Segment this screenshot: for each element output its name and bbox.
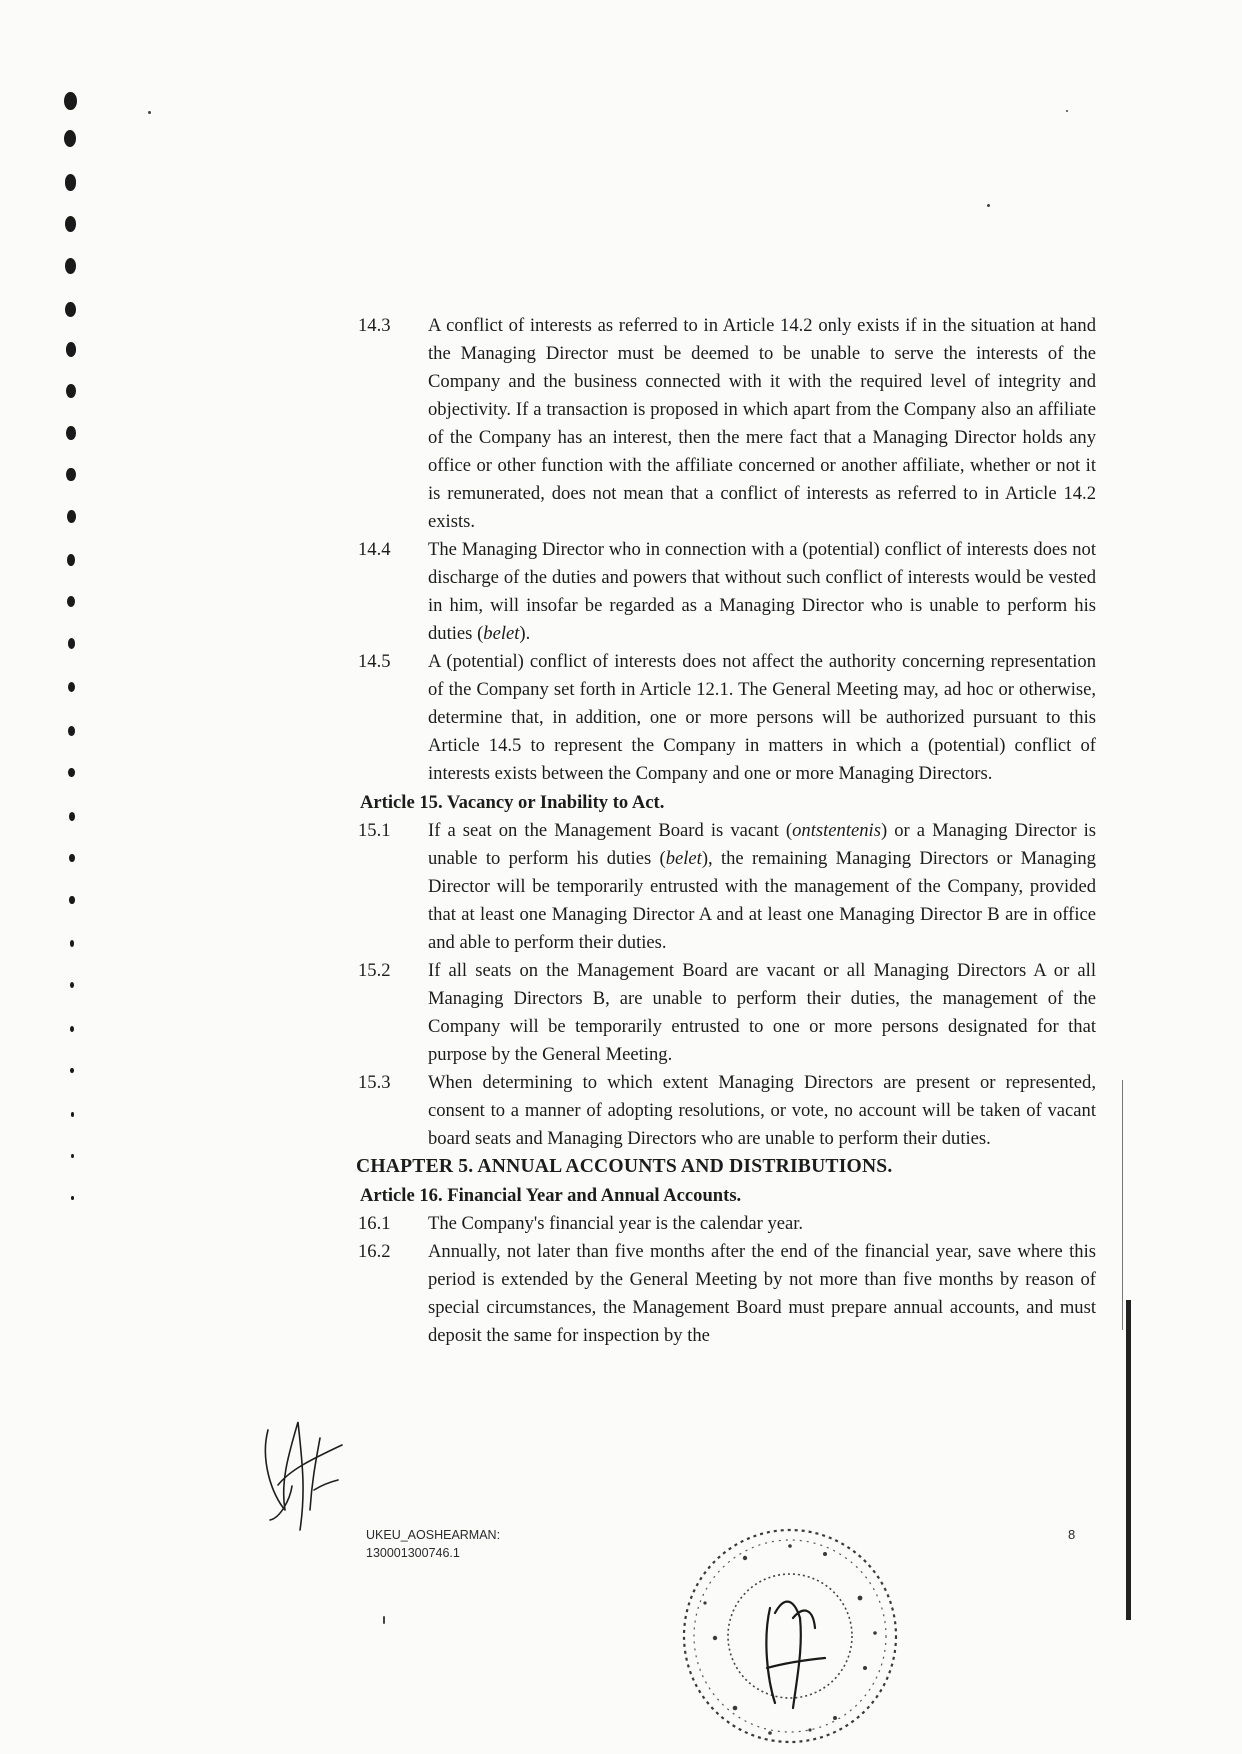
clause-text: A conflict of interests as referred to in Article 14.2 only exists if in the situation at hand the Managing Director must be deemed to be unable to serve the interests of the Company and the business connected with it with the required level of integrity and objectivity. If a transaction is proposed in which apart from the Company also an affiliate of the Company has an interest, then the mere fact that a Managing Director holds any office or other function with the affiliate concerned or another affiliate, whether or not it is remunerated, does not mean that a conflict of interests as referred to in Article 14.2 exists.	[428, 315, 1096, 532]
scan-speck	[383, 1616, 385, 1624]
binding-hole	[70, 1026, 74, 1032]
clause-number: 14.4	[358, 539, 391, 560]
clause-number: 16.1	[358, 1213, 391, 1234]
binding-hole	[71, 1112, 74, 1117]
binding-hole	[65, 302, 76, 317]
article-16-heading: Article 16. Financial Year and Annual Accounts.	[360, 1185, 742, 1206]
clause-14-3	[358, 312, 1096, 536]
binding-hole	[64, 92, 77, 110]
binding-hole	[71, 1154, 74, 1158]
page-number: 8	[1068, 1527, 1076, 1542]
reference-line-2: 130001300746.1	[366, 1546, 460, 1560]
clause-text: The Company's financial year is the calendar year.	[428, 1213, 804, 1234]
binding-hole	[67, 554, 75, 566]
clause-number: 15.1	[358, 820, 391, 841]
scan-edge-line	[1122, 1080, 1123, 1330]
clause-text: If all seats on the Management Board are vacant or all Managing Directors A or all Managing Directors B, are unable to perform their duties, the management of the Company will be temporarily entrusted to one or more persons designated for that purpose by the General Meeting.	[428, 960, 1096, 1065]
document-body	[358, 312, 1096, 1350]
clause-text: The Managing Director who in connection with a (potential) conflict of interests does not discharge of the duties and powers that without such conflict of interests would be vested in him, will insofar be regarded as a Managing Director who is unable to perform his duties (	[428, 539, 1096, 644]
clause-16-2	[358, 1238, 1096, 1350]
binding-hole	[70, 1068, 74, 1073]
binding-hole	[68, 682, 75, 692]
binding-hole	[66, 342, 76, 357]
clause-text: A (potential) conflict of interests does not affect the authority concerning representation of the Company set forth in Article 12.1. The General Meeting may, ad hoc or otherwise, determine that, in addition, one or more persons will be authorized pursuant to this Article 14.5 to represent the Company in matters in which a (potential) conflict of interests exists between the Company and one or more Managing Directors.	[428, 651, 1096, 784]
clause-14-4	[358, 536, 1096, 648]
reference-line-1: UKEU_AOSHEARMAN:	[366, 1528, 501, 1542]
scan-speck	[987, 204, 990, 207]
clause-term: belet	[483, 623, 520, 644]
clause-text: If a seat on the Management Board is vacant (	[428, 820, 793, 841]
binding-hole	[70, 940, 75, 947]
scan-speck	[1066, 110, 1068, 112]
binding-hole	[67, 510, 76, 523]
binding-hole	[67, 596, 75, 607]
binding-hole	[65, 216, 76, 232]
clause-term: ontstentenis	[792, 820, 881, 841]
binding-hole	[69, 854, 75, 862]
clause-text-mid: ) or a Managing Director is unable to perform his duties (	[428, 820, 1096, 869]
clause-text: Annually, not later than five months after the end of the financial year, save where this period is extended by the General Meeting by not more than five months by reason of special circumstances, the Management Board must prepare annual accounts, and must deposit the same for inspection by the	[428, 1241, 1096, 1346]
binding-hole	[64, 130, 76, 147]
clause-number: 15.2	[358, 960, 391, 981]
scan-speck	[148, 111, 151, 114]
clause-15-1	[358, 817, 1096, 957]
clause-number: 15.3	[358, 1072, 391, 1093]
binding-holes	[58, 92, 98, 1392]
binding-hole	[68, 726, 75, 736]
clause-text-end: ), the remaining Managing Directors or Managing Director will be temporarily entrusted with the management of the Company, provided that at least one Managing Director A and at least one Managing Director B are in office and able to perform their duties.	[428, 848, 1096, 953]
binding-hole	[65, 258, 76, 274]
clause-14-5	[358, 648, 1096, 788]
document-reference	[366, 1526, 500, 1562]
clause-term: belet	[665, 848, 702, 869]
clause-15-3	[358, 1069, 1096, 1153]
binding-hole	[68, 638, 76, 649]
clause-number: 14.5	[358, 651, 391, 672]
binding-hole	[68, 768, 74, 777]
chapter-5-heading: CHAPTER 5. ANNUAL ACCOUNTS AND DISTRIBUTIONS.	[356, 1156, 893, 1177]
signature-initials	[250, 1390, 350, 1540]
binding-hole	[65, 174, 77, 191]
binding-hole	[69, 896, 74, 904]
binding-hole	[66, 426, 76, 440]
clause-number: 16.2	[358, 1241, 391, 1262]
binding-hole	[69, 812, 75, 821]
binding-hole	[66, 468, 75, 481]
binding-hole	[66, 384, 76, 398]
notary-seal-stamp	[675, 1518, 905, 1754]
clause-number: 14.3	[358, 315, 391, 336]
clause-16-1	[358, 1210, 1096, 1238]
binding-hole	[71, 1196, 74, 1200]
clause-15-2	[358, 957, 1096, 1069]
clause-text-end: ).	[519, 623, 531, 644]
article-15-heading: Article 15. Vacancy or Inability to Act.	[360, 792, 665, 813]
clause-text: When determining to which extent Managing Directors are present or represented, consent to a manner of adopting resolutions, or vote, no account will be taken of vacant board seats and Managing Directors who are unable to perform their duties.	[428, 1072, 1096, 1149]
binding-hole	[70, 982, 75, 988]
scan-edge-bar	[1126, 1300, 1131, 1620]
